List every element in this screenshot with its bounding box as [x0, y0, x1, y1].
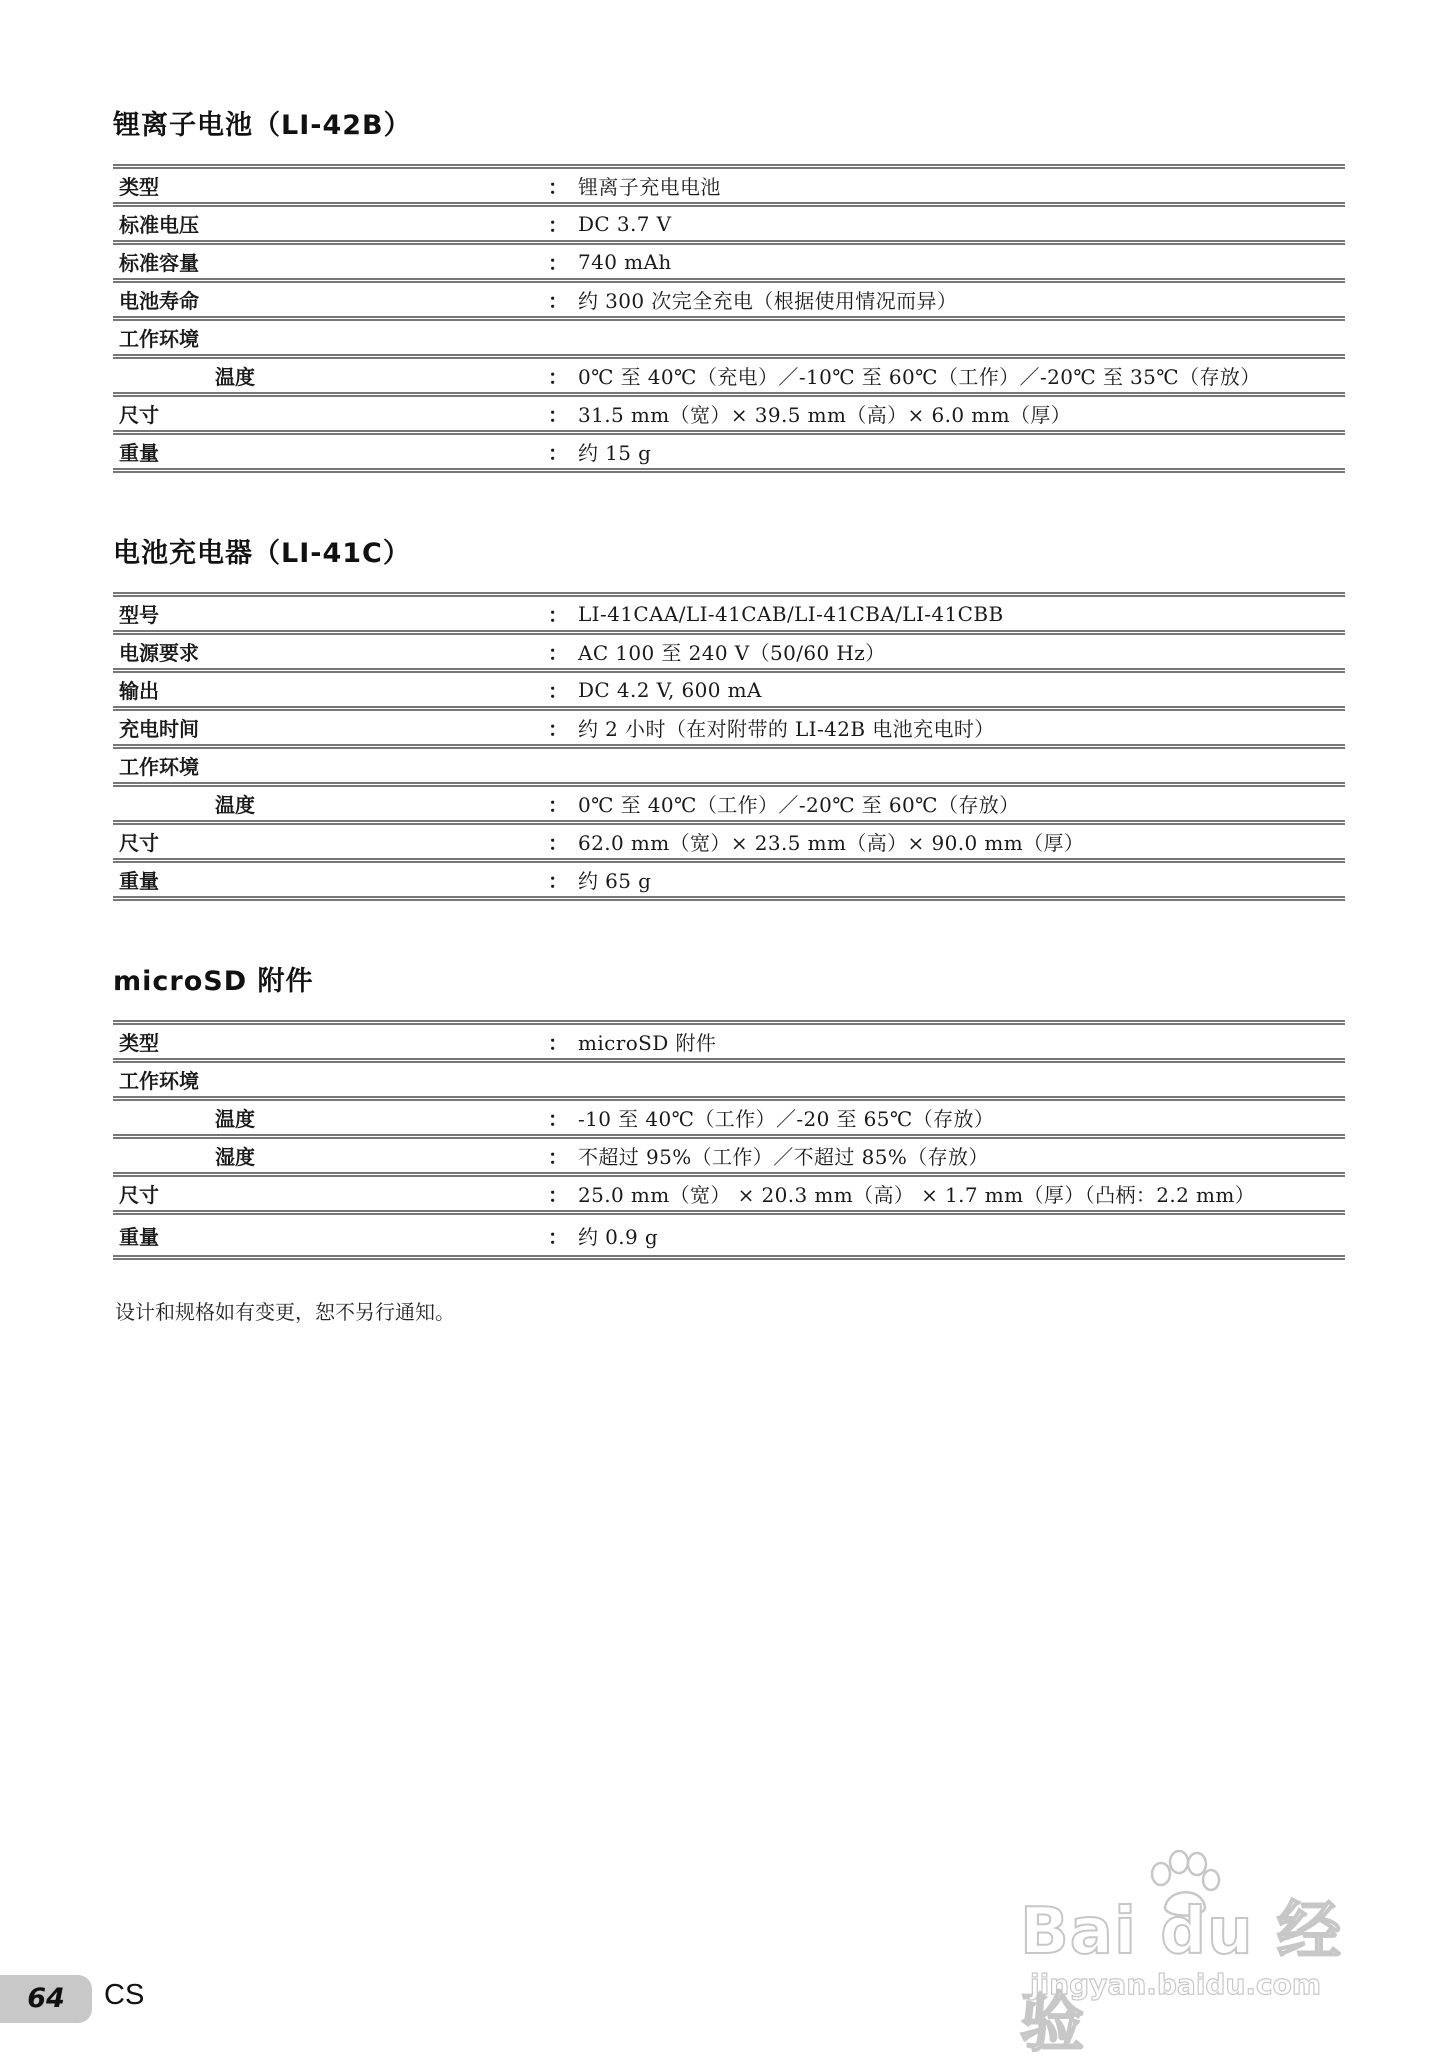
colon-separator: ：	[548, 671, 578, 709]
row-value: 不超过 95%（工作）／不超过 85%（存放）	[578, 1137, 1345, 1175]
row-label: 温度	[113, 785, 548, 823]
table-row	[113, 167, 1345, 205]
colon-separator	[548, 1061, 578, 1099]
table-row	[113, 357, 1345, 395]
colon-separator: ：	[548, 281, 578, 319]
colon-separator: ：	[548, 595, 578, 633]
table-row	[113, 243, 1345, 281]
colon-separator: ：	[548, 1213, 578, 1258]
colon-separator: ：	[548, 1099, 578, 1137]
colon-separator: ：	[548, 167, 578, 205]
table-row	[113, 747, 1345, 785]
row-label: 类型	[113, 167, 548, 205]
row-label: 重量	[113, 861, 548, 899]
table-row	[113, 1099, 1345, 1137]
colon-separator: ：	[548, 395, 578, 433]
row-value: 约 65 g	[578, 861, 1345, 899]
table-row	[113, 633, 1345, 671]
table-row	[113, 861, 1345, 899]
colon-separator: ：	[548, 243, 578, 281]
watermark-url: jingyan.baidu.com	[1030, 1968, 1322, 2001]
row-value: 740 mAh	[578, 243, 1345, 281]
row-value	[578, 319, 1345, 357]
row-label: 工作环境	[113, 747, 548, 785]
row-value: 约 2 小时（在对附带的 LI-42B 电池充电时）	[578, 709, 1345, 747]
row-label: 重量	[113, 1213, 548, 1258]
row-value: 约 300 次完全充电（根据使用情况而异）	[578, 281, 1345, 319]
row-label: 标准电压	[113, 205, 548, 243]
colon-separator: ：	[548, 823, 578, 861]
row-label: 工作环境	[113, 1061, 548, 1099]
row-value: 锂离子充电电池	[578, 167, 1345, 205]
spec-table	[113, 1020, 1345, 1260]
table-row	[113, 595, 1345, 633]
spec-table	[113, 592, 1345, 901]
table-row	[113, 1023, 1345, 1061]
table-row	[113, 1137, 1345, 1175]
watermark-brand: Bai du 经验	[1020, 1895, 1342, 2061]
table-row	[113, 709, 1345, 747]
row-label: 重量	[113, 433, 548, 471]
spec-table	[113, 164, 1345, 473]
colon-separator: ：	[548, 357, 578, 395]
row-label: 尺寸	[113, 823, 548, 861]
colon-separator: ：	[548, 785, 578, 823]
row-label: 尺寸	[113, 1175, 548, 1213]
row-value: -10 至 40℃（工作）／-20 至 65℃（存放）	[578, 1099, 1345, 1137]
row-value: 62.0 mm（宽）× 23.5 mm（高）× 90.0 mm（厚）	[578, 823, 1345, 861]
colon-separator: ：	[548, 1175, 578, 1213]
colon-separator: ：	[548, 633, 578, 671]
colon-separator	[548, 319, 578, 357]
table-row	[113, 823, 1345, 861]
spec-change-note: 设计和规格如有变更，恕不另行通知。	[115, 1300, 455, 1324]
row-value: 0℃ 至 40℃（工作）／-20℃ 至 60℃（存放）	[578, 785, 1345, 823]
colon-separator: ：	[548, 205, 578, 243]
table-row	[113, 319, 1345, 357]
row-value: 约 0.9 g	[578, 1213, 1345, 1258]
table-row	[113, 671, 1345, 709]
row-label: 工作环境	[113, 319, 548, 357]
section-title: 锂离子电池（LI-42B）	[113, 110, 412, 141]
charger-spec-section	[113, 538, 1345, 901]
baidu-jingyan-watermark	[1020, 1850, 1380, 2061]
colon-separator: ：	[548, 709, 578, 747]
table-row	[113, 1175, 1345, 1213]
row-label: 类型	[113, 1023, 548, 1061]
row-value: 25.0 mm（宽） × 20.3 mm（高） × 1.7 mm（厚）（凸柄：2.2 mm）	[578, 1175, 1345, 1213]
row-label: 标准容量	[113, 243, 548, 281]
row-value: 约 15 g	[578, 433, 1345, 471]
table-row	[113, 281, 1345, 319]
colon-separator: ：	[548, 861, 578, 899]
row-value: 31.5 mm（宽）× 39.5 mm（高）× 6.0 mm（厚）	[578, 395, 1345, 433]
colon-separator: ：	[548, 1137, 578, 1175]
row-label: 输出	[113, 671, 548, 709]
table-row	[113, 785, 1345, 823]
row-value: DC 3.7 V	[578, 205, 1345, 243]
table-row	[113, 1061, 1345, 1099]
colon-separator	[548, 747, 578, 785]
language-code: CS	[104, 1979, 145, 2011]
row-label: 尺寸	[113, 395, 548, 433]
colon-separator: ：	[548, 433, 578, 471]
microsd-spec-section	[113, 966, 1345, 1260]
section-title: microSD 附件	[113, 966, 314, 997]
row-value	[578, 747, 1345, 785]
table-row	[113, 433, 1345, 471]
page-number: 64	[0, 1975, 92, 2023]
row-label: 型号	[113, 595, 548, 633]
row-label: 温度	[113, 1099, 548, 1137]
colon-separator: ：	[548, 1023, 578, 1061]
row-value	[578, 1061, 1345, 1099]
row-value: 0℃ 至 40℃（充电）／-10℃ 至 60℃（工作）／-20℃ 至 35℃（存放）	[578, 357, 1345, 395]
battery-spec-section	[113, 110, 1345, 473]
table-row	[113, 395, 1345, 433]
section-title: 电池充电器（LI-41C）	[113, 538, 411, 569]
table-row	[113, 205, 1345, 243]
table-row	[113, 1213, 1345, 1258]
row-label: 温度	[113, 357, 548, 395]
row-value: DC 4.2 V, 600 mA	[578, 671, 1345, 709]
row-label: 湿度	[113, 1137, 548, 1175]
row-value: AC 100 至 240 V（50/60 Hz）	[578, 633, 1345, 671]
row-label: 充电时间	[113, 709, 548, 747]
row-value: LI-41CAA/LI-41CAB/LI-41CBA/LI-41CBB	[578, 595, 1345, 633]
row-label: 电源要求	[113, 633, 548, 671]
row-label: 电池寿命	[113, 281, 548, 319]
row-value: microSD 附件	[578, 1023, 1345, 1061]
